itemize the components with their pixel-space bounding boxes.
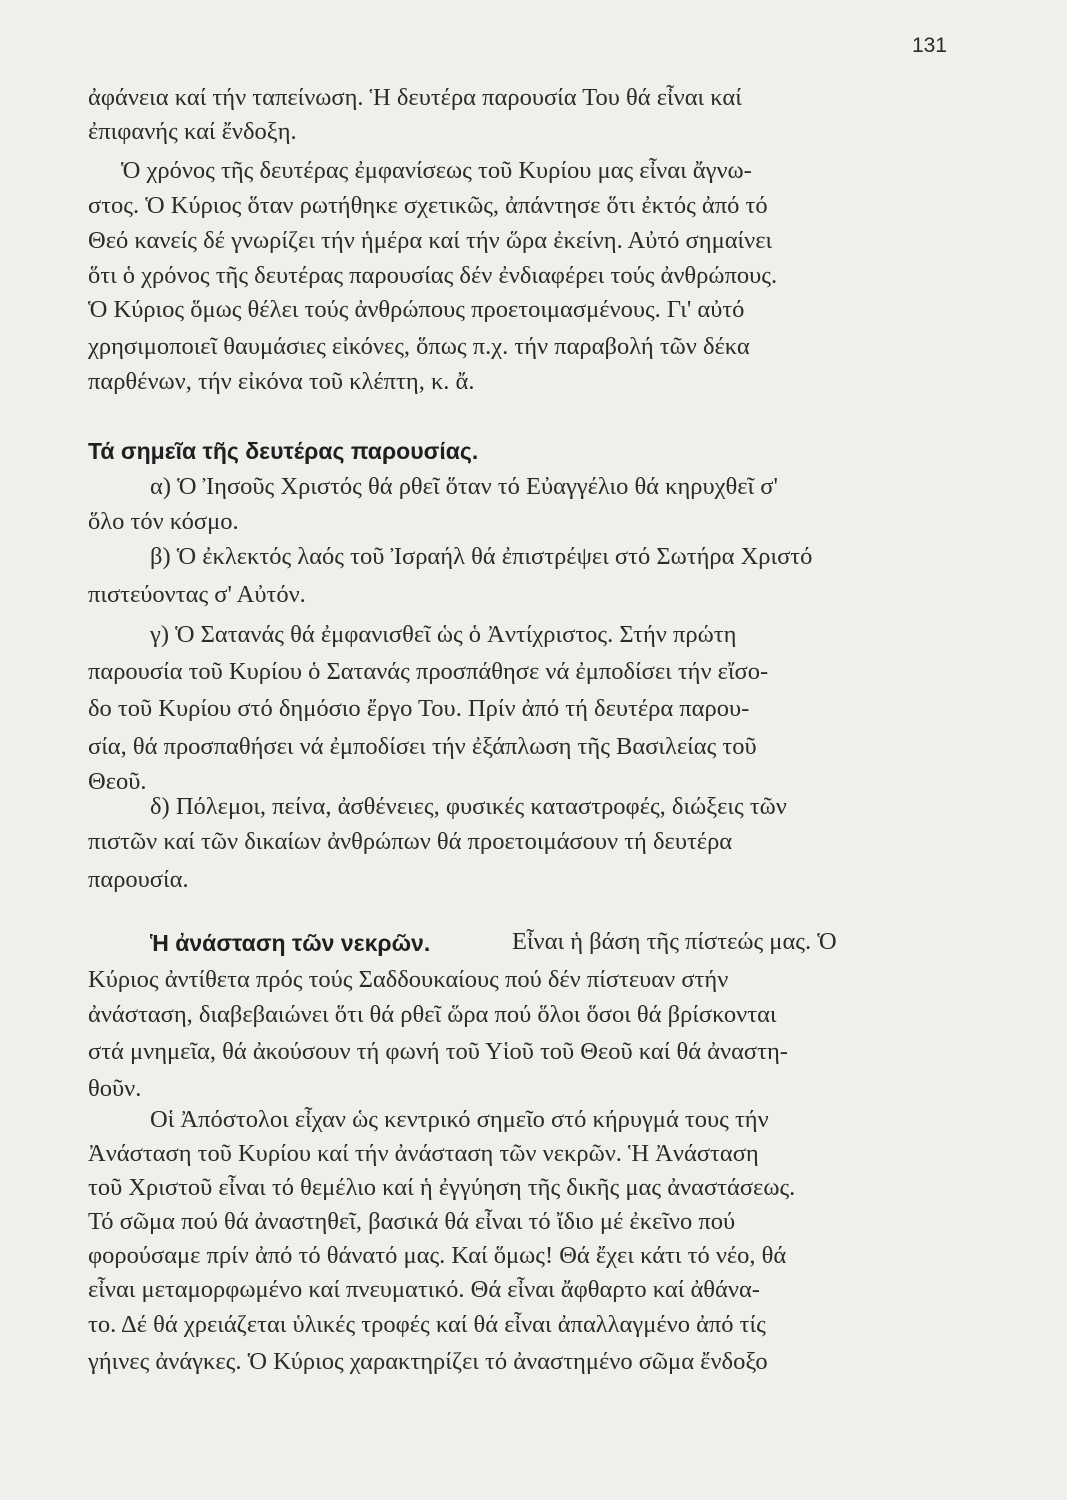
text-line: δ) Πόλεμοι, πείνα, ἀσθένειες, φυσικές καταστροφές, διώξεις τῶν [150,793,787,820]
text-line: χρησιμοποιεῖ θαυμάσιες εἰκόνες, ὅπως π.χ. τήν παραβολή τῶν δέκα [88,333,750,360]
text-line: πιστεύοντας σ' Αὐτόν. [88,581,306,608]
text-line: ἀφάνεια καί τήν ταπείνωση. Ἡ δευτέρα παρουσία Του θά εἶναι καί [88,84,742,111]
text-line: Θεοῦ. [88,768,147,795]
text-line: στος. Ὁ Κύριος ὅταν ρωτήθηκε σχετικῶς, ἀπάντησε ὅτι ἐκτός ἀπό τό [88,192,768,219]
text-line: γήινες ἀνάγκες. Ὁ Κύριος χαρακτηρίζει τό ἀναστημένο σῶμα ἔνδοξο [88,1348,768,1375]
text-line: β) Ὁ ἐκλεκτός λαός τοῦ Ἰσραήλ θά ἐπιστρέψει στό Σωτήρα Χριστό [150,543,813,570]
text-line: γ) Ὁ Σατανάς θά ἐμφανισθεῖ ὡς ὁ Ἀντίχριστος. Στήν πρώτη [150,621,737,648]
text-line: Τό σῶμα πού θά ἀναστηθεῖ, βασικά θά εἶναι τό ἴδιο μέ ἐκεῖνο πού [88,1208,736,1235]
text-line: Ἀνάσταση τοῦ Κυρίου καί τήν ἀνάσταση τῶν νεκρῶν. Ἡ Ἀνάσταση [88,1140,759,1167]
text-line: το. Δέ θά χρειάζεται ὑλικές τροφές καί θά εἶναι ἀπαλλαγμένο ἀπό τίς [88,1311,766,1338]
text-line: Εἶναι ἡ βάση τῆς πίστεώς μας. Ὁ [512,928,837,955]
text-line: α) Ὁ Ἰησοῦς Χριστός θά ρθεῖ ὅταν τό Εὐαγγέλιο θά κηρυχθεῖ σ' [150,473,778,500]
text-line: σία, θά προσπαθήσει νά ἐμποδίσει τήν ἐξάπλωση τῆς Βασιλείας τοῦ [88,733,757,760]
text-line: ἐπιφανής καί ἔνδοξη. [88,118,297,145]
text-line: θοῦν. [88,1075,142,1102]
text-line: πιστῶν καί τῶν δικαίων ἀνθρώπων θά προετοιμάσουν τή δευτέρα [88,828,733,855]
text-line: Θεό κανείς δέ γνωρίζει τήν ἡμέρα καί τήν ὥρα ἐκείνη. Αὐτό σημαίνει [88,227,773,254]
text-line: ἀνάσταση, διαβεβαιώνει ὅτι θά ρθεῖ ὥρα πού ὅλοι ὅσοι θά βρίσκονται [88,1001,777,1028]
text-line: παρθένων, τήν εἰκόνα τοῦ κλέπτη, κ. ἄ. [88,368,475,395]
page-number: 131 [911,34,947,57]
text-line: Οἱ Ἀπόστολοι εἶχαν ὡς κεντρικό σημεῖο στό κήρυγμά τους τήν [150,1106,769,1133]
text-line: ὅτι ὁ χρόνος τῆς δευτέρας παρουσίας δέν ἐνδιαφέρει τούς ἀνθρώπους. [88,262,778,289]
text-line: εἶναι μεταμορφωμένο καί πνευματικό. Θά εἶναι ἄφθαρτο καί ἀθάνα- [88,1276,760,1303]
section-heading-resurrection: Ἡ ἀνάσταση τῶν νεκρῶν. [150,930,431,956]
text-line: παρουσία. [88,866,189,893]
text-line: Ὁ χρόνος τῆς δευτέρας ἐμφανίσεως τοῦ Κυρίου μας εἶναι ἄγνω- [121,157,752,184]
text-line: ὅλο τόν κόσμο. [88,508,239,535]
text-line: παρουσία τοῦ Κυρίου ὁ Σατανάς προσπάθησε νά ἐμποδίσει τήν εἴσο- [88,658,769,685]
text-line: φορούσαμε πρίν ἀπό τό θάνατό μας. Καί ὅμως! Θά ἔχει κάτι τό νέο, θά [88,1242,787,1269]
text-line: Ὁ Κύριος ὅμως θέλει τούς ἀνθρώπους προετοιμασμένους. Γι' αὐτό [88,296,745,323]
text-line: Κύριος ἀντίθετα πρός τούς Σαδδουκαίους πού δέν πίστευαν στήν [88,966,729,993]
text-line: στά μνημεῖα, θά ἀκούσουν τή φωνή τοῦ Υἱοῦ τοῦ Θεοῦ καί θά ἀναστη- [88,1038,788,1065]
text-line: τοῦ Χριστοῦ εἶναι τό θεμέλιο καί ἡ ἐγγύηση τῆς δικῆς μας ἀναστάσεως. [88,1174,796,1201]
text-line: δο τοῦ Κυρίου στό δημόσιο ἔργο Του. Πρίν ἀπό τή δευτέρα παρου- [88,695,750,722]
section-heading-signs: Τά σημεῖα τῆς δευτέρας παρουσίας. [88,438,479,464]
